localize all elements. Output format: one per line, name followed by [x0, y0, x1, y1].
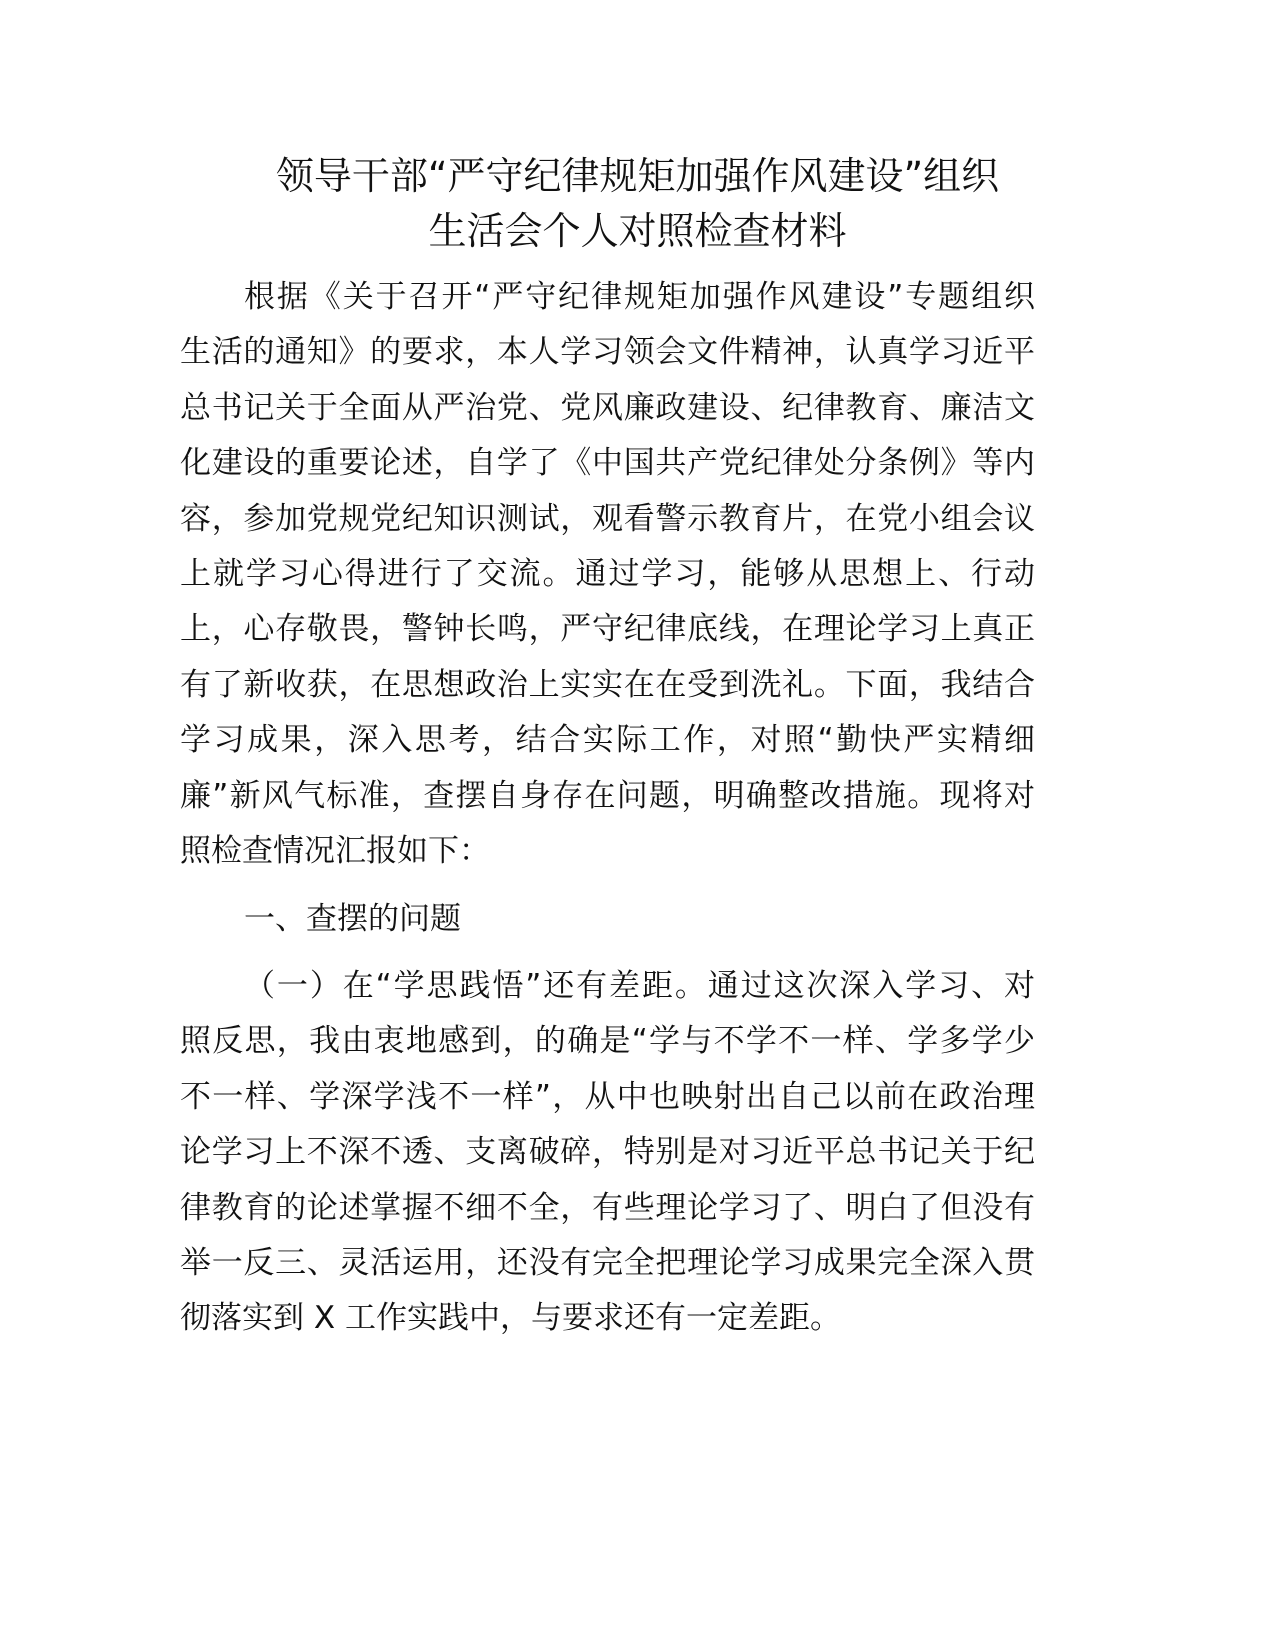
text-line: 照检查情况汇报如下：	[180, 832, 490, 869]
text-line: 学习成果，深入思考，结合实际工作，对照“勤快严实精细	[180, 722, 1035, 759]
text-line: 律教育的论述掌握不细不全，有些理论学习了、明白了但没有	[180, 1189, 1035, 1226]
text-line: 上，心存敬畏，警钟长鸣，严守纪律底线，在理论学习上真正	[180, 611, 1035, 648]
text-line: 有了新收获，在思想政治上实实在在受到洗礼。下面，我结合	[180, 666, 1035, 703]
document-title-line-1: 领导干部“严守纪律规矩加强作风建设”组织	[275, 154, 1000, 198]
text-line: 论学习上不深不透、支离破碎，特别是对习近平总书记关于纪	[180, 1134, 1035, 1171]
text-line: 彻落实到 X 工作实践中，与要求还有一定差距。	[180, 1300, 841, 1337]
text-line: 容，参加党规党纪知识测试，观看警示教育片，在党小组会议	[180, 500, 1035, 537]
text-line: 生活的通知》的要求，本人学习领会文件精神，认真学习近平	[180, 334, 1035, 371]
intro-paragraph	[180, 270, 1035, 879]
text-line: 总书记关于全面从严治党、党风廉政建设、纪律教育、廉洁文	[180, 389, 1035, 426]
section-heading	[180, 892, 1035, 947]
text-line: （一）在“学思践悟”还有差距。通过这次深入学习、对	[244, 968, 1035, 1004]
text-line: 举一反三、灵活运用，还没有完全把理论学习成果完全深入贯	[180, 1244, 1035, 1281]
text-line: 上就学习心得进行了交流。通过学习，能够从思想上、行动	[180, 555, 1035, 592]
text-line: 廉”新风气标准，查摆自身存在问题，明确整改措施。现将对	[180, 777, 1035, 814]
text-line: 不一样、学深学浅不一样”，从中也映射出自己以前在政治理	[180, 1078, 1035, 1115]
document-title-line-2: 生活会个人对照检查材料	[428, 209, 847, 253]
text-line: 照反思，我由衷地感到，的确是“学与不学不一样、学多学少	[180, 1023, 1035, 1060]
issue-paragraph-1	[180, 959, 1035, 1347]
text-line: 一、查摆的问题	[244, 901, 461, 937]
text-line: 化建设的重要论述，自学了《中国共产党纪律处分条例》等内	[180, 445, 1035, 482]
text-line: 根据《关于召开“严守纪律规矩加强作风建设”专题组织	[244, 279, 1035, 315]
